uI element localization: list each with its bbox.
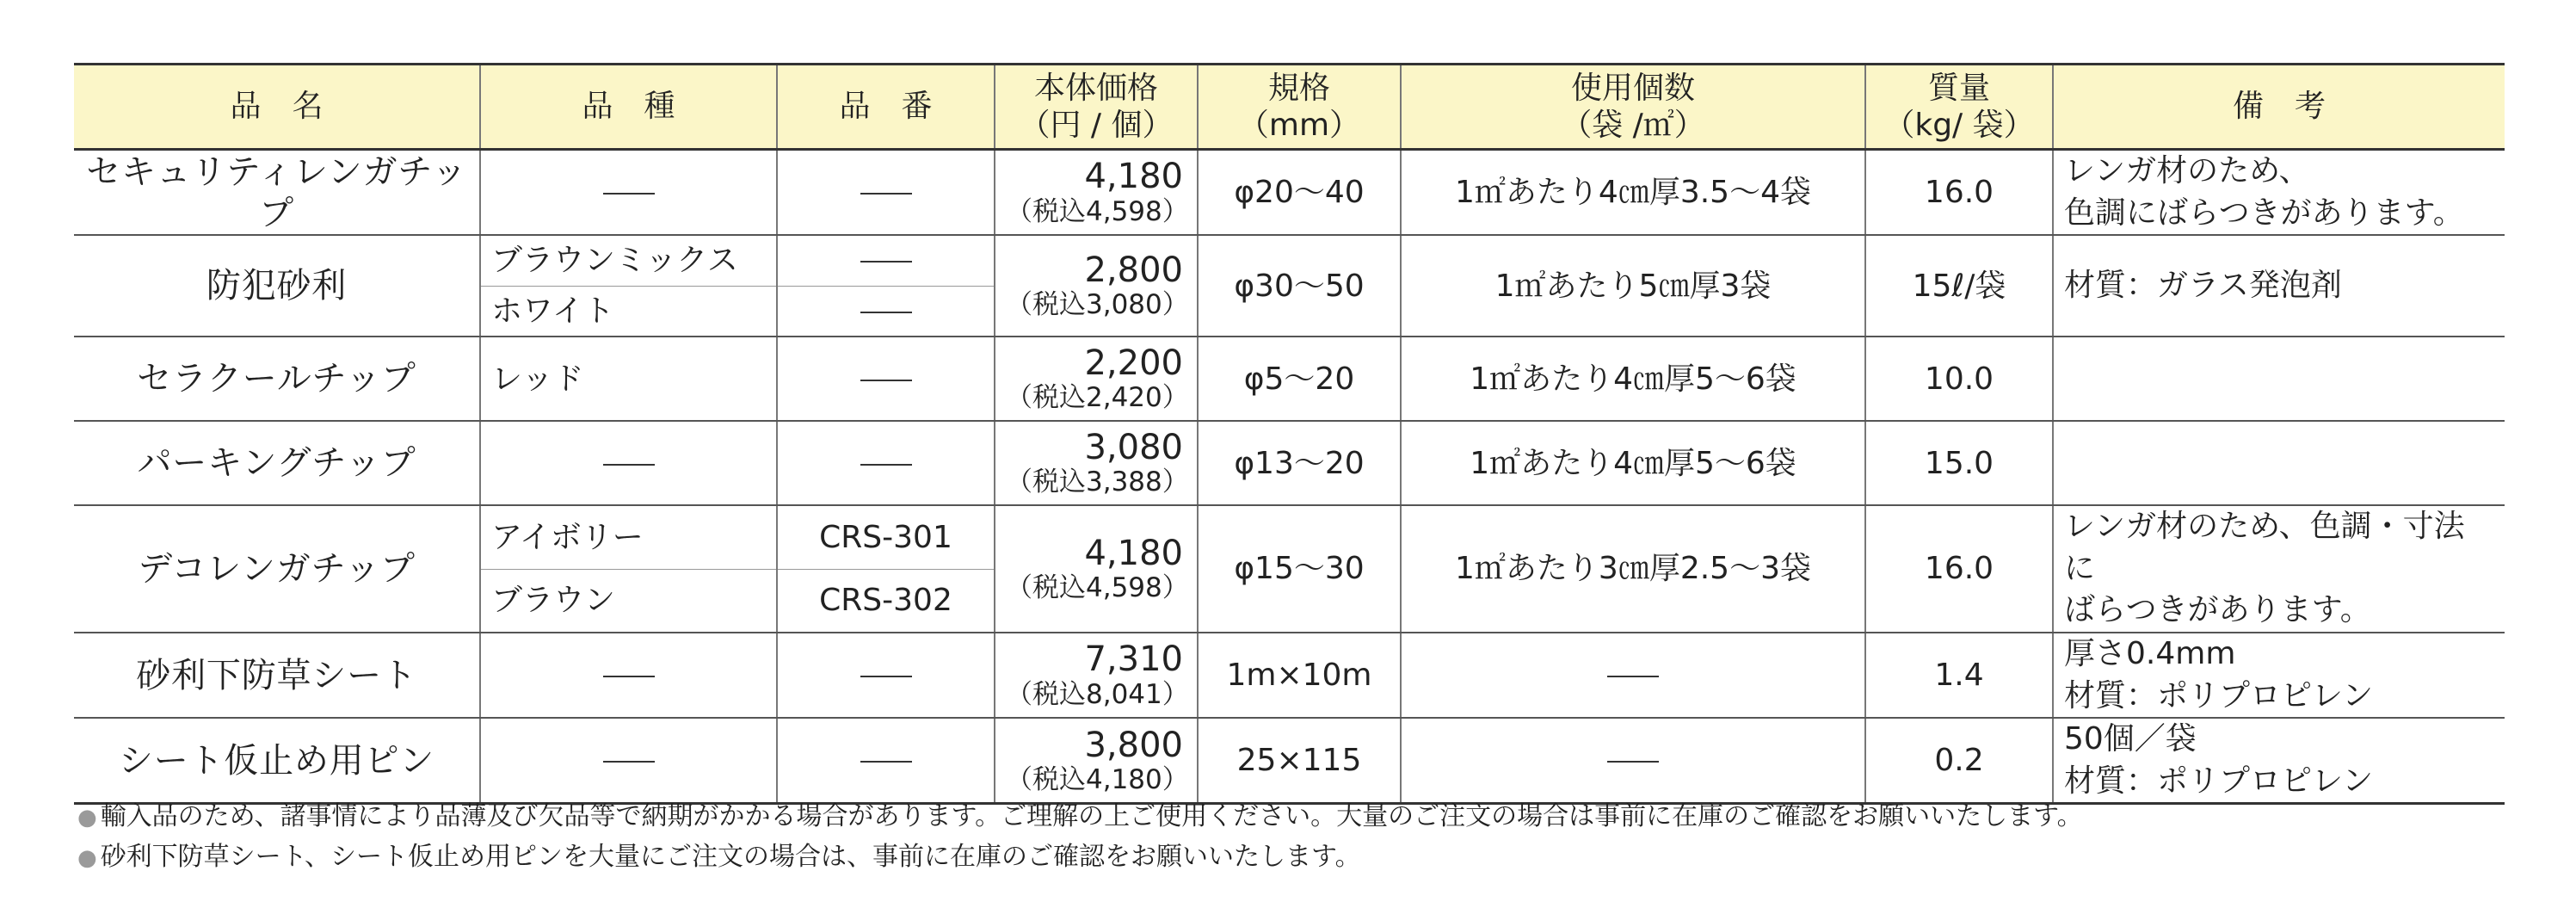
price-value: 2,800 xyxy=(1084,250,1183,291)
usage-cell: 1㎡あたり5㎝厚3袋 xyxy=(1401,235,1865,337)
table-row xyxy=(74,337,2505,421)
table-row xyxy=(74,633,2505,718)
weight-cell: 0.2 xyxy=(1865,718,2053,804)
dash-mark xyxy=(860,464,912,466)
usage-cell: 1㎡あたり4㎝厚5～6袋 xyxy=(1401,337,1865,421)
usage-cell xyxy=(1401,718,1865,804)
variety-cell xyxy=(480,421,777,505)
price-cell xyxy=(995,150,1198,236)
weight-cell: 16.0 xyxy=(1865,150,2053,236)
header-row xyxy=(74,65,2505,150)
product-name: 防犯砂利 xyxy=(74,235,480,337)
table-row xyxy=(74,718,2505,804)
price-cell xyxy=(995,337,1198,421)
spec-cell: φ15～30 xyxy=(1198,505,1401,633)
note-line: 厚さ0.4mm xyxy=(2064,635,2236,671)
usage-cell xyxy=(1401,633,1865,718)
dash-mark xyxy=(860,312,912,313)
variety-cell: アイボリー xyxy=(480,505,777,569)
price-tax: （税込4,180） xyxy=(1006,763,1189,795)
header-weight-line2: （kg/ 袋） xyxy=(1883,108,2035,143)
usage-cell: 1㎡あたり4㎝厚5～6袋 xyxy=(1401,421,1865,505)
code-cell xyxy=(777,235,995,286)
product-name: 砂利下防草シート xyxy=(74,633,480,718)
note-line: 材質：ガラス発泡剤 xyxy=(2064,267,2342,303)
footnote-line xyxy=(77,837,2083,878)
code-cell: CRS-302 xyxy=(777,569,995,633)
dash-mark xyxy=(603,676,655,677)
price-tax: （税込2,420） xyxy=(1006,382,1189,414)
note-cell xyxy=(2053,421,2505,505)
price-value: 4,180 xyxy=(1084,157,1183,197)
code-cell xyxy=(777,421,995,505)
price-cell xyxy=(995,633,1198,718)
code-cell xyxy=(777,337,995,421)
spec-cell: φ13～20 xyxy=(1198,421,1401,505)
code-cell: CRS-301 xyxy=(777,505,995,569)
usage-cell: 1㎡あたり3㎝厚2.5～3袋 xyxy=(1401,505,1865,633)
spec-cell: φ20～40 xyxy=(1198,150,1401,236)
product-name: パーキングチップ xyxy=(74,421,480,505)
footnote-text: 砂利下防草シート、シート仮止め用ピンを大量にご注文の場合は、事前に在庫のご確認をお願いいたします。 xyxy=(100,842,1361,872)
footnote-text: 輸入品のため、諸事情により品薄及び欠品等で納期がかかる場合があります。ご理解の上ご使用ください。大量のご注文の場合は事前に在庫のご確認をお願いいたします。 xyxy=(100,801,2083,831)
code-cell xyxy=(777,150,995,236)
dash-mark xyxy=(860,761,912,763)
dash-mark xyxy=(860,676,912,677)
dash-mark xyxy=(1607,761,1659,763)
note-line: 材質：ポリプロピレン xyxy=(2064,677,2374,713)
price-cell xyxy=(995,505,1198,633)
weight-cell: 16.0 xyxy=(1865,505,2053,633)
product-name: セラクールチップ xyxy=(74,337,480,421)
weight-cell: 10.0 xyxy=(1865,337,2053,421)
weight-cell: 1.4 xyxy=(1865,633,2053,718)
dash-mark xyxy=(603,464,655,466)
table-row xyxy=(74,421,2505,505)
weight-cell: 15.0 xyxy=(1865,421,2053,505)
note-cell xyxy=(2053,505,2505,633)
header-spec-line2: （mm） xyxy=(1237,108,1361,143)
spec-cell: 25×115 xyxy=(1198,718,1401,804)
product-name: シート仮止め用ピン xyxy=(74,718,480,804)
price-value: 4,180 xyxy=(1084,533,1183,573)
note-cell xyxy=(2053,337,2505,421)
table-row xyxy=(74,505,2505,569)
header-variety-label: 品 種 xyxy=(582,89,675,125)
note-cell xyxy=(2053,633,2505,718)
header-price-line1: 本体価格 xyxy=(1033,70,1158,106)
product-name: デコレンガチップ xyxy=(74,505,480,633)
product-name: セキュリティレンガチップ xyxy=(74,150,480,236)
price-tax: （税込4,598） xyxy=(1006,572,1189,604)
price-tax: （税込3,080） xyxy=(1006,289,1189,321)
header-variety xyxy=(480,65,777,150)
dash-mark xyxy=(1607,676,1659,677)
bullet-icon: ● xyxy=(77,805,97,831)
bullet-icon: ● xyxy=(77,845,97,871)
price-cell xyxy=(995,718,1198,804)
dash-mark xyxy=(860,380,912,381)
price-cell xyxy=(995,421,1198,505)
code-cell xyxy=(777,633,995,718)
variety-cell xyxy=(480,150,777,236)
note-cell xyxy=(2053,718,2505,804)
header-note-label: 備 考 xyxy=(2232,89,2326,125)
footnote-line xyxy=(77,797,2083,837)
spec-cell: φ30～50 xyxy=(1198,235,1401,337)
variety-cell: ホワイト xyxy=(480,286,777,337)
variety-cell: ブラウン xyxy=(480,569,777,633)
note-cell xyxy=(2053,235,2505,337)
note-line: レンガ材のため、 xyxy=(2064,153,2310,188)
spec-cell: φ5～20 xyxy=(1198,337,1401,421)
header-spec xyxy=(1198,65,1401,150)
note-line: 色調にばらつきがあります。 xyxy=(2064,195,2464,231)
price-value: 3,800 xyxy=(1084,725,1183,765)
variety-cell: レッド xyxy=(480,337,777,421)
variety-cell xyxy=(480,718,777,804)
header-weight-line1: 質量 xyxy=(1927,70,1990,106)
header-name-label: 品 名 xyxy=(230,89,324,125)
footnotes xyxy=(77,797,2083,878)
note-cell xyxy=(2053,150,2505,236)
dash-mark xyxy=(603,193,655,195)
price-value: 7,310 xyxy=(1084,639,1183,680)
note-line: ばらつきがあります。 xyxy=(2064,592,2371,628)
header-name xyxy=(74,65,480,150)
product-table xyxy=(74,63,2505,805)
header-weight xyxy=(1865,65,2053,150)
price-value: 3,080 xyxy=(1084,428,1183,468)
usage-cell: 1㎡あたり4㎝厚3.5～4袋 xyxy=(1401,150,1865,236)
header-usage xyxy=(1401,65,1865,150)
header-price-line2: （円 / 個） xyxy=(1019,108,1174,143)
dash-mark xyxy=(860,193,912,195)
note-line: 材質：ポリプロピレン xyxy=(2064,763,2374,799)
header-spec-line1: 規格 xyxy=(1267,70,1330,106)
note-line: レンガ材のため、色調・寸法に xyxy=(2064,509,2465,586)
header-code-label: 品 番 xyxy=(839,89,933,125)
note-line: 50個／袋 xyxy=(2064,721,2197,757)
table-row xyxy=(74,150,2505,236)
header-usage-line1: 使用個数 xyxy=(1570,70,1695,106)
price-tax: （税込3,388） xyxy=(1006,466,1189,498)
code-cell xyxy=(777,718,995,804)
header-note xyxy=(2053,65,2505,150)
price-tax: （税込8,041） xyxy=(1006,678,1189,710)
variety-cell xyxy=(480,633,777,718)
header-code xyxy=(777,65,995,150)
weight-cell: 15ℓ/袋 xyxy=(1865,235,2053,337)
price-tax: （税込4,598） xyxy=(1006,195,1189,227)
code-cell xyxy=(777,286,995,337)
variety-cell: ブラウンミックス xyxy=(480,235,777,286)
dash-mark xyxy=(860,261,912,263)
header-price xyxy=(995,65,1198,150)
dash-mark xyxy=(603,761,655,763)
table-row xyxy=(74,235,2505,286)
header-usage-line2: （袋 /㎡） xyxy=(1561,108,1705,143)
price-cell xyxy=(995,235,1198,337)
price-value: 2,200 xyxy=(1084,343,1183,384)
spec-cell: 1m×10m xyxy=(1198,633,1401,718)
